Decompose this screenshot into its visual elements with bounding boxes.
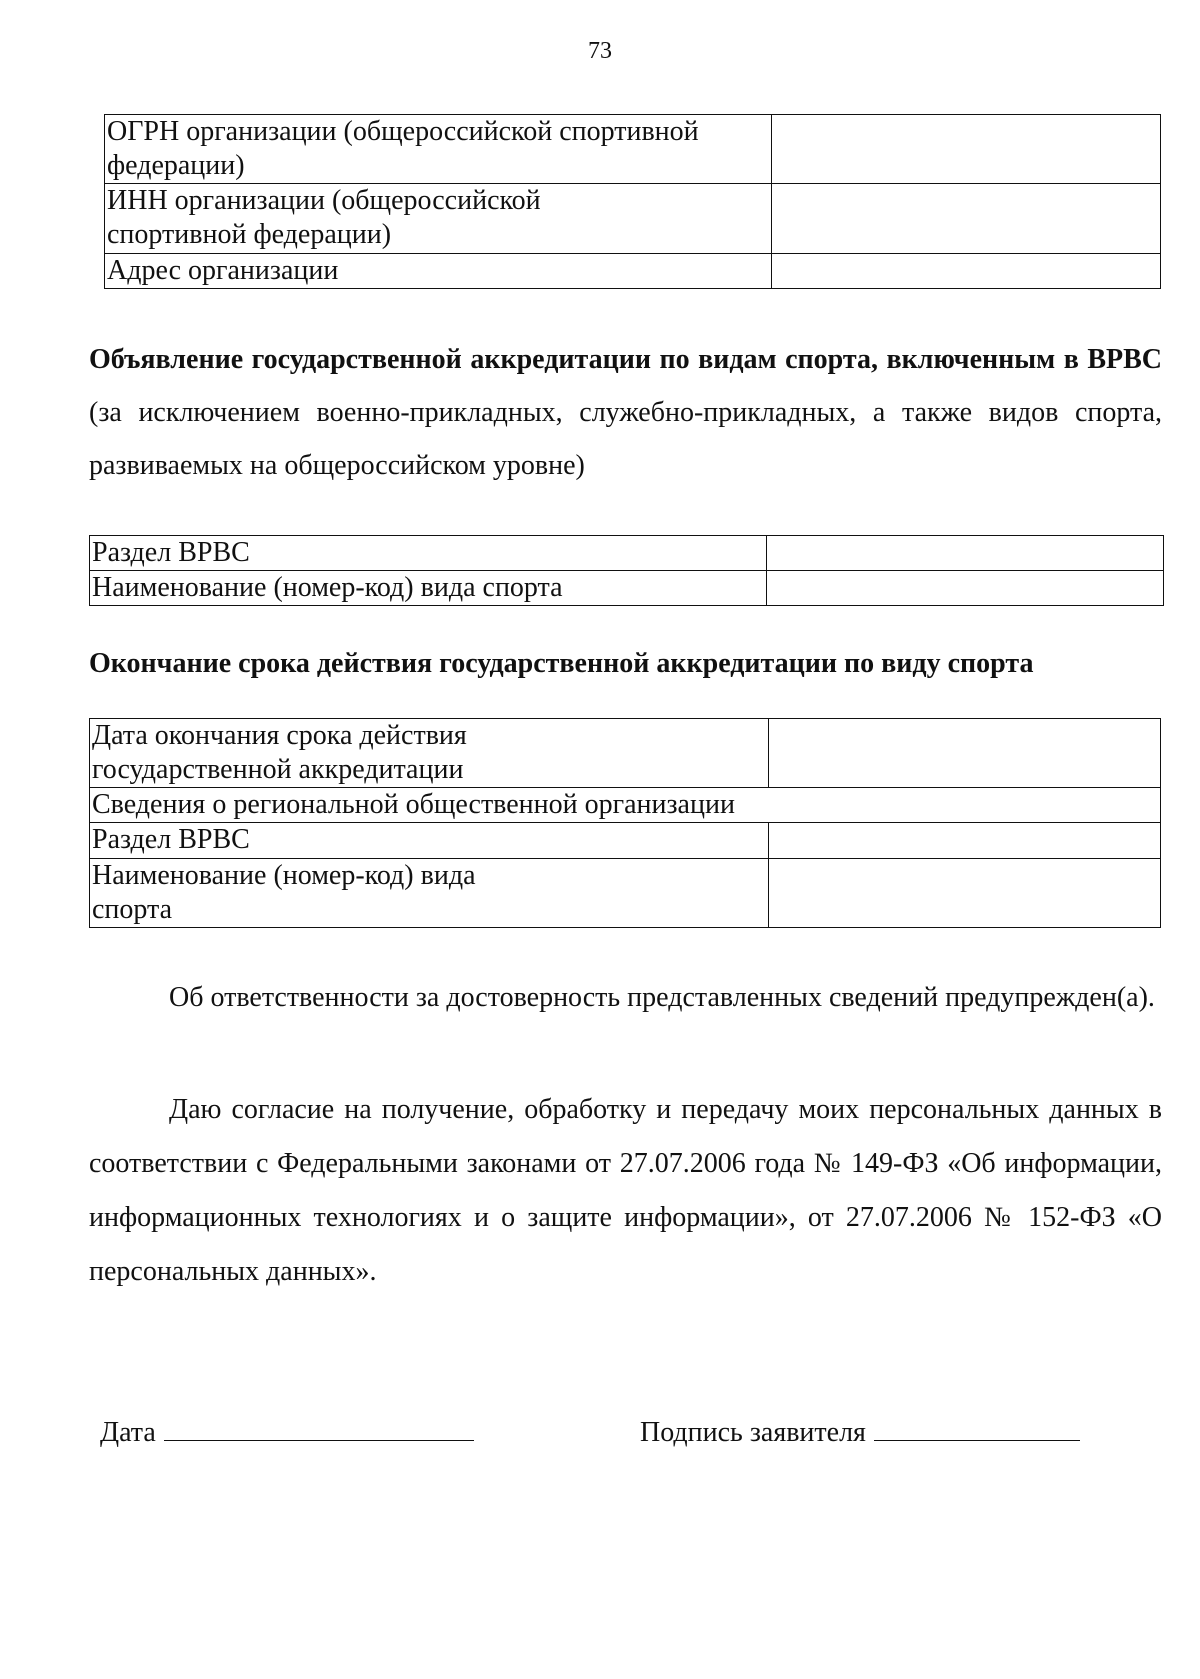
expiry-table: [89, 718, 1161, 928]
ogrn-label-line1: ОГРН организации (общероссийской спортивной: [107, 116, 699, 147]
sport-name-label: [90, 858, 769, 927]
signature-input-line[interactable]: [874, 1414, 1080, 1441]
signature-label: Подпись заявителя: [640, 1417, 866, 1448]
ogrn-value-field[interactable]: [772, 115, 1161, 184]
sport-name-value-field[interactable]: [767, 571, 1164, 606]
consent-paragraph: Даю согласие на получение, обработку и передачу моих персональных данных в соответствии с Федеральными законами от 27.07.2006 года № 149-ФЗ «Об информации, информационных технологиях и о защите информации», от 27.07.2006 № 152-ФЗ «О персональных данных».: [89, 1094, 1162, 1287]
responsibility-paragraph: Об ответственности за достоверность представленных сведений предупрежден(а).: [169, 982, 1155, 1013]
applicant-signature-block: [640, 1414, 1080, 1451]
inn-value-field[interactable]: [772, 184, 1161, 253]
table-row: [90, 536, 1164, 571]
date-signature-block: [100, 1414, 474, 1451]
expiry-date-label: [90, 719, 769, 788]
announcement-regular-text: (за исключением военно-прикладных, служебно-прикладных, а также видов спорта, развиваемых на общероссийском уровне): [89, 397, 1162, 481]
ogrn-label: [105, 115, 772, 184]
inn-label: [105, 184, 772, 253]
date-label: Дата: [100, 1417, 156, 1448]
table-row: [90, 719, 1161, 788]
inn-label-line1: ИНН организации (общероссийской: [107, 185, 541, 217]
expiry-date-label-line1: Дата окончания срока действия: [92, 720, 467, 751]
table-row: [105, 253, 1161, 288]
sport-name-label-line1: Наименование (номер-код) вида: [92, 859, 476, 891]
vrvs-section-value-field[interactable]: [767, 536, 1164, 571]
organization-table: [104, 114, 1161, 289]
vrvs-section-label: Раздел ВРВС: [90, 536, 767, 571]
sport-name-value-field[interactable]: [769, 858, 1161, 927]
table-row: [90, 571, 1164, 606]
ogrn-label-line2: федерации): [107, 150, 245, 182]
sport-name-label-line2: спорта: [92, 893, 173, 925]
inn-label-line2: спортивной федерации): [107, 219, 392, 251]
sport-table: [89, 535, 1164, 606]
announcement-bold-text: Объявление государственной аккредитации по видам спорта, включенным в ВРВС: [89, 344, 1162, 375]
page-number: 73: [588, 38, 612, 64]
expiry-date-value-field[interactable]: [769, 719, 1161, 788]
table-row: [90, 858, 1161, 927]
expiry-date-label-line2: государственной аккредитации: [92, 754, 464, 786]
table-row: [90, 823, 1161, 858]
announcement-paragraph: [89, 333, 1162, 492]
date-input-line[interactable]: [164, 1414, 474, 1441]
table-row: [105, 115, 1161, 184]
sport-name-label: Наименование (номер-код) вида спорта: [90, 571, 767, 606]
address-label: Адрес организации: [105, 253, 772, 288]
address-value-field[interactable]: [772, 253, 1161, 288]
table-row: [90, 788, 1161, 823]
table-row: [105, 184, 1161, 253]
vrvs-section-value-field[interactable]: [769, 823, 1161, 858]
expiry-heading: Окончание срока действия государственной аккредитации по виду спорта: [89, 648, 1034, 679]
vrvs-section-label: Раздел ВРВС: [90, 823, 769, 858]
regional-org-section-row: Сведения о региональной общественной организации: [90, 788, 1161, 823]
